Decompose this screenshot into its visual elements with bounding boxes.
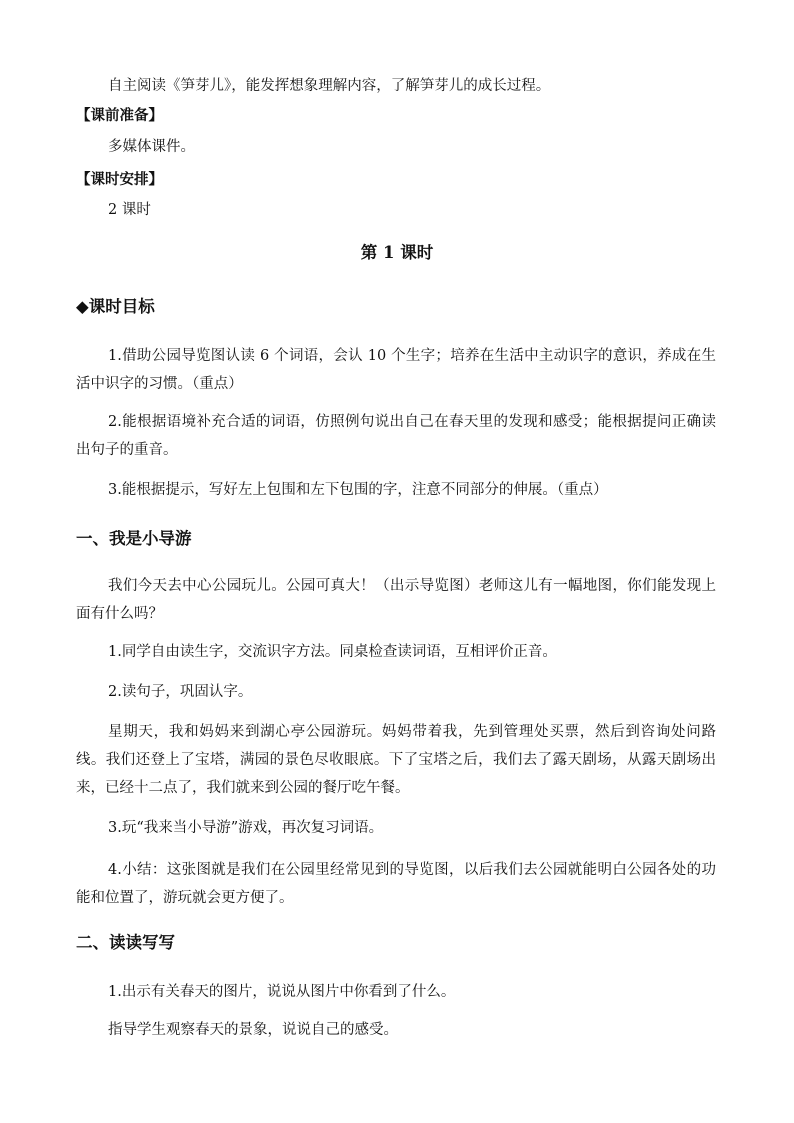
goal-item-3: 3.能根据提示，写好左上包围和左下包围的字，注意不同部分的伸展。（重点）: [108, 482, 608, 498]
schedule-heading: 【课时安排】: [76, 171, 163, 188]
section2-paragraph-1: 1.出示有关春天的图片，说说从图片中你看到了什么。: [108, 984, 456, 1000]
prep-heading: 【课前准备】: [76, 107, 163, 124]
section2-heading: 二、读读写写: [76, 933, 175, 952]
section1-paragraph-1: 我们今天去中心公园玩儿。公园可真大！（出示导览图）老师这儿有一幅地图，你们能发现上面有什么吗？: [76, 578, 716, 622]
section1-paragraph-5: 3.玩“我来当小导游”游戏，再次复习词语。: [108, 820, 384, 836]
section1-paragraph-2: 1.同学自由读生字，交流识字方法。同桌检查读词语，互相评价正音。: [108, 644, 557, 660]
goals-heading: ◆课时目标: [76, 297, 155, 316]
section1-paragraph-4: 星期天，我和妈妈来到湖心亭公园游玩。妈妈带着我，先到管理处买票，然后到咨询处问路线。我们还登上了宝塔，满园的景色尽收眼底。下了宝塔之后，我们去了露天剧场，从露天剧场出来，已经十二点了，我们就来到公园的餐厅吃午餐。: [76, 724, 716, 796]
section1-paragraph-6: 4.小结：这张图就是我们在公园里经常见到的导览图，以后我们去公园就能明白公园各处的功能和位置了，游玩就会更方便了。: [76, 862, 716, 906]
goal-item-1: 1.借助公园导览图认读 6 个词语，会认 10 个生字；培养在生活中主动识字的意识，养成在生活中识字的习惯。（重点）: [76, 348, 716, 392]
lesson-title: 第 1 课时: [360, 243, 434, 262]
section1-paragraph-3: 2.读句子，巩固认字。: [108, 684, 253, 700]
prep-text: 多媒体课件。: [108, 139, 195, 155]
schedule-text: 2 课时: [108, 202, 151, 218]
section1-heading: 一、我是小导游: [76, 529, 192, 548]
goal-item-2: 2.能根据语境补充合适的词语，仿照例句说出自己在春天里的发现和感受；能根据提问正确读出句子的重音。: [76, 414, 716, 458]
objective-text: 自主阅读《笋芽儿》，能发挥想象理解内容，了解笋芽儿的成长过程。: [108, 78, 551, 94]
section2-paragraph-2: 指导学生观察春天的景象，说说自己的感受。: [108, 1022, 398, 1038]
